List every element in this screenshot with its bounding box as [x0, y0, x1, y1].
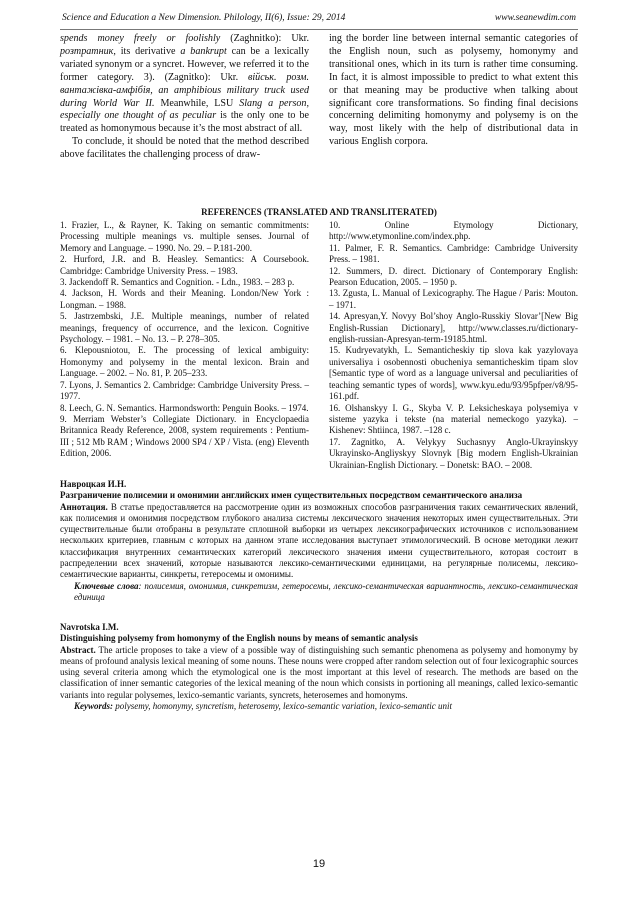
- abstract-russian: [60, 479, 578, 603]
- keywords-label: Keywords:: [74, 701, 113, 712]
- reference-item: 3. Jackendoff R. Semantics and Cognition. - Ldn., 1983. – 283 p.: [60, 277, 295, 288]
- body-text: (Zaghnitko): Ukr.: [220, 33, 309, 44]
- reference-item: 11. Palmer, F. R. Semantics. Cambridge: Cambridge University Press. – 1981.: [329, 242, 578, 265]
- references-list: [60, 220, 578, 471]
- keywords-text: polysemy, homonymy, syncretism, heterosemy, lexico-semantic variation, lexico-semantic unit: [113, 701, 452, 712]
- body-text: Meanwhile, LSU: [154, 97, 240, 109]
- italic-text: spends money freely or foolishly: [60, 33, 221, 44]
- reference-item: 14. Apresyan,Y. Novyy Bol’shoy Anglo-Russkiy Slovar’[New Big English-Russian Dictionary], http://www.classes.ru/dictionary-english-russian-Apresyan-term-19185.html.: [329, 311, 578, 345]
- references-column-left: [60, 220, 309, 471]
- body-column-left: [60, 33, 309, 162]
- page-number: 19: [312, 858, 326, 870]
- italic-text: військ. розм. вантажівка-амфібія, an amphibious military truck used during World War II.: [60, 71, 309, 109]
- references-heading: REFERENCES (TRANSLATED AND TRANSLITERATED): [201, 207, 437, 217]
- references-column-right: [329, 220, 578, 471]
- abstract-body: [60, 502, 578, 581]
- reference-item: 5. Jastrzembski, J.E. Multiple meanings, number of related meanings, frequency of occurrence, and the lexicon. Cognitive Psychology. – 1981. – No. 13. – P. 278–305.: [60, 311, 309, 345]
- abstract-label: Abstract.: [60, 644, 96, 655]
- keywords: [60, 701, 578, 712]
- italic-text: розтратник: [60, 45, 114, 57]
- body-text: is the only one to be treated as homonymous because it’s the most abstract of all.: [60, 110, 309, 135]
- journal-citation: Science and Education a New Dimension. Philology, II(6), Issue: 29, 2014: [62, 13, 346, 23]
- abstract-text: В статье предоставляется на рассмотрение один из возможных способов разграничения таких семантических явлений, как полисемия и омонимия посредством глубокого анализа системы лексического значения некоторых имен существительных. Эти существительные были отобраны в результате сплошной выборки из четырех лексикографических источников с использованием нескольких критериев, главным с которых на данном этапе исследования выступает этимологический. В основе методики лежит классификация внутренних семантических категорий лексического значения имени существительного, которая состоит в распределении всех значений, которые называются лексико-семантическими единицами, на регулярные полисемы, лексико-семантические варианты, синкреты, гетеросемы и омонимы.: [60, 501, 578, 580]
- keywords: [60, 581, 578, 604]
- author-name: Навроцкая И.Н.: [60, 479, 127, 489]
- keywords-label: Ключевые слова: [74, 580, 139, 591]
- journal-website: www.seanewdim.com: [494, 13, 576, 23]
- body-columns: [60, 33, 578, 162]
- abstract-english: [60, 622, 578, 712]
- abstract-body: [60, 645, 578, 701]
- abstract-text: The article proposes to take a view of a possible way of distinguishing such semantic phenomena as polysemy and homonymy by means of profound analysis lexical meaning of some nouns. These nouns were cropped after random selection out of four lexicographic sources using several criteria among which the etymological one is the most important at this level of research. The methods are based on the classification of inner semantic categories of the lexical meaning of the noun which consists in portioning all meanings, called lexico-semantic variants into regular polysemes, lexico-semantic variants, syncrets, heterosemes and homonyms.: [60, 644, 578, 700]
- italic-text: a bankrupt: [180, 45, 227, 57]
- running-header: [62, 10, 576, 26]
- reference-item: 15. Kudryevatykh, L. Semanticheskiy tip slova kak yazylovaya universaliya i osobennosti obucheniya semanticheskim tipam slov [Semantic type of word as a language universal and peculiarities of teaching semantic types of words], www.kyu.edu/93/95pfper/v8/95-161.pdf.: [329, 345, 578, 402]
- abstract-title: Разграничение полисемии и омонимии английских имен существительных посредством семантического анализа: [60, 490, 523, 501]
- italic-text: Slang a person, especially one thought of as peculiar: [60, 97, 309, 122]
- reference-item: 4. Jackson, H. Words and their Meaning. London/New York : Longman. – 1988.: [60, 288, 309, 310]
- abstract-title: Distinguishing polysemy from homonymy of the English nouns by means of semantic analysis: [60, 633, 418, 644]
- reference-item: 1. Frazier, L., & Rayner, K. Taking on semantic commitments: Processing multiple meanings vs. multiple senses. Journal of Memory and Language. – 1990. No. 29. – P.181-200.: [60, 220, 309, 253]
- abstract-label: Аннотация.: [60, 501, 108, 512]
- reference-item: 9. Merriam Webster’s Collegiate Dictionary. in Encyclopaedia Britannica Ready Reference, 2008, system requirements : Pentium-III ; 512 Mb RAM ; Windows 2000 SP4 / XP / Vista. (eng) Eleventh Edition, 2006.: [60, 413, 309, 459]
- body-paragraph: [60, 33, 309, 136]
- reference-item: 2. Hurford, J.R. and B. Heasley. Semantics: A Coursebook. Cambridge: Cambridge University Press. – 1983.: [60, 254, 309, 276]
- reference-item: 13. Zgusta, L. Manual of Lexicography. The Hague / Paris: Mouton. – 1971.: [329, 288, 578, 310]
- reference-item: 16. Olshanskyy I. G., Skyba V. P. Leksicheskaya polysemiya v sisteme yazyka i tekste (na material nemeckogo yazyka). – Kishenev: Shtiinca, 1987. –128 с.: [329, 402, 578, 436]
- body-column-right: [329, 33, 578, 162]
- header-rule: [60, 29, 578, 30]
- reference-item: 12. Summers, D. direct. Dictionary of Contemporary English: Pearson Education, 2005. – 1950 p.: [329, 265, 578, 288]
- reference-item: 6. Klepousniotou, E. The processing of lexical ambiguity: Homonymy and polysemy in the mental lexicon. Brain and Language. – 2002. – No. 81, P. 205–233.: [60, 345, 309, 379]
- body-text: , its derivative: [113, 45, 181, 57]
- reference-item: 10. Online Etymology Dictionary, http://www.etymonline.com/index.php.: [329, 220, 578, 242]
- author-name: Navrotska I.M.: [60, 622, 119, 632]
- reference-item: 7. Lyons, J. Semantics 2. Cambridge: Cambridge University Press. – 1977.: [60, 379, 309, 402]
- body-paragraph: To conclude, it should be noted that the method described above facilitates the challenging process of draw-: [60, 136, 309, 161]
- body-paragraph: ing the border line between internal semantic categories of the English noun, such as polysemy, homonymy and transitional ones, which in its turn is rather time consuming. In fact, it is almost impossible to predict to what extent this or that meaning may be productive when talking about significant core transformations. So finding final decisions concerning delimiting homonymy and polysemy is on the way, most likely with the help of distributional data in various English corpora.: [329, 33, 578, 148]
- body-text: can be a lexically variated synonym or a syncret. However, we referred it to the former category. 3). (Zagnitko): Ukr.: [60, 45, 309, 83]
- keywords-text: : полисемия, омонимия, синкретизм, гетеросемы, лексико-семантическая вариантность, лексико-семантическая единица: [74, 580, 578, 602]
- reference-item: 17. Zagnitko, A. Velykyy Suchasnyy Anglo-Ukrayinskyy Ukrayinsko-Angliyskyy Slovnyk [Big modern English-Ukrainian Ukrainian-English Dictionary. – Donetsk: BAO. – 2008.: [329, 436, 578, 470]
- reference-item: 8. Leech, G. N. Semantics. Harmondsworth: Penguin Books. – 1974.: [60, 402, 309, 413]
